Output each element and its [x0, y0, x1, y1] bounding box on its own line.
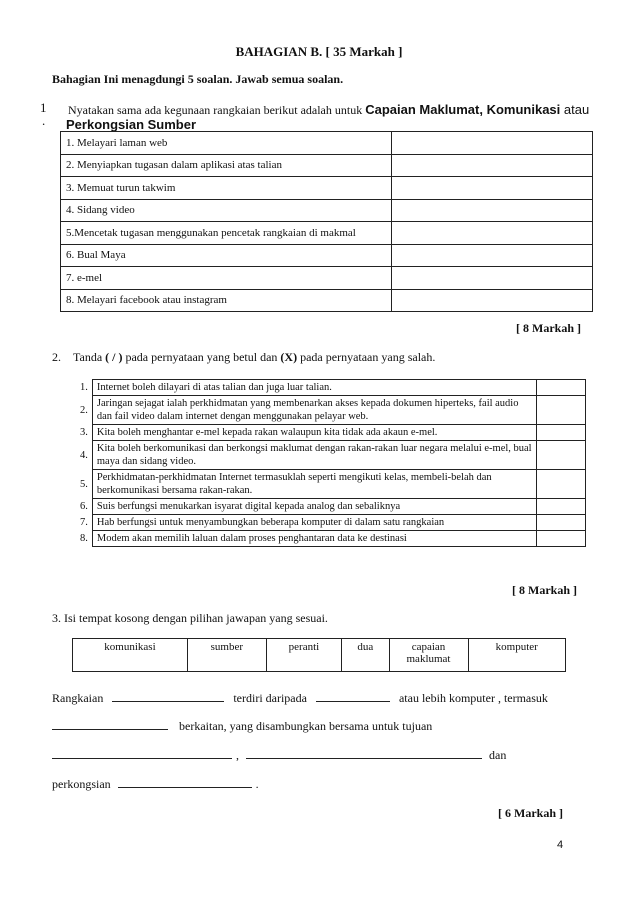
- q1-row: [61, 267, 593, 290]
- q3-comma: ,: [236, 748, 239, 762]
- q1-answer-cell[interactable]: [392, 244, 593, 267]
- q3-choices-table: [72, 638, 566, 672]
- q1-marks: [ 8 Markah ]: [516, 321, 581, 335]
- q2-answer-box[interactable]: [537, 396, 586, 425]
- q1-item: 2. Menyiapkan tugasan dalam aplikasi atas talian: [61, 154, 392, 177]
- q3-text: dan: [489, 748, 507, 762]
- page-number: 4: [557, 839, 564, 851]
- q2-table: [66, 379, 586, 547]
- q2-row: [66, 441, 586, 470]
- q2-marks: [ 8 Markah ]: [512, 583, 577, 597]
- q2-statement: Internet boleh dilayari di atas talian dan juga luar talian.: [92, 380, 537, 396]
- q3-choice: sumber: [187, 639, 266, 672]
- q1-prompt-term2: Perkongsian Sumber: [66, 117, 197, 132]
- q2-statement: Perkhidmatan-perkhidmatan Internet termasuklah seperti mengikuti kelas, membeli-belah dan berkomunikasi bersama rakan-rakan.: [92, 470, 537, 499]
- q3-sentence-line-3: [52, 747, 506, 763]
- q2-answer-box[interactable]: [537, 380, 586, 396]
- q3-sentence-line-1: [52, 690, 548, 706]
- q2-statement: Modem akan memilih laluan dalam proses penghantaran data ke destinasi: [92, 531, 537, 547]
- q1-row: [61, 222, 593, 245]
- q2-item-number: 3.: [80, 427, 88, 438]
- q1-answer-cell[interactable]: [392, 289, 593, 312]
- q3-text: berkaitan, yang disambungkan bersama untuk tujuan: [179, 719, 433, 733]
- q2-statement: Kita boleh menghantar e-mel kepada rakan walaupun kita tidak ada akaun e-mel.: [92, 425, 537, 441]
- q1-prompt: [68, 102, 589, 118]
- q2-row: [66, 531, 586, 547]
- q1-answer-cell[interactable]: [392, 267, 593, 290]
- q1-number: 1: [40, 100, 47, 115]
- q3-blank-4[interactable]: [52, 747, 232, 759]
- q1-answer-cell[interactable]: [392, 132, 593, 155]
- q2-item-number: 2.: [80, 404, 88, 416]
- q2-tick-symbol: ( / ): [105, 350, 123, 364]
- q2-statement: Suis berfungsi menukarkan isyarat digital kepada analog dan sebaliknya: [92, 499, 537, 515]
- q2-prompt-mid: pada pernyataan yang betul dan: [122, 350, 281, 364]
- q2-statement: Kita boleh berkomunikasi dan berkongsi maklumat dengan rakan-rakan luar negara melalui e-mel, bual maya dan sidang video.: [92, 441, 537, 470]
- q3-choice: komputer: [468, 639, 566, 672]
- q2-prompt-pre: Tanda: [73, 350, 106, 364]
- q2-item-number: 5.: [80, 478, 88, 490]
- q2-row: [66, 425, 586, 441]
- q1-row: [61, 244, 593, 267]
- q1-item: 5.Mencetak tugasan menggunakan pencetak rangkaian di makmal: [61, 222, 392, 245]
- q3-choice: komunikasi: [73, 639, 188, 672]
- q1-number-dot: .: [42, 113, 46, 128]
- q3-text: terdiri daripada: [233, 691, 307, 705]
- q1-row: [61, 132, 593, 155]
- q2-answer-box[interactable]: [537, 470, 586, 499]
- q2-item-number: 4.: [80, 449, 88, 461]
- q2-row: [66, 396, 586, 425]
- q3-blank-2[interactable]: [316, 690, 390, 702]
- q2-statement: Jaringan sejagat ialah perkhidmatan yang membenarkan akses kepada dokumen hiperteks, fail audio dan fail video dalam internet dengan menggunakan pelayar web.: [92, 396, 537, 425]
- q3-text: atau lebih komputer , termasuk: [398, 691, 548, 705]
- section-title: BAHAGIAN B. [ 35 Markah ]: [235, 44, 403, 59]
- q3-marks: [ 6 Markah ]: [498, 806, 563, 820]
- q3-blank-6[interactable]: [118, 776, 252, 788]
- q1-prompt-mid: atau: [560, 102, 590, 117]
- q3-choice: dua: [342, 639, 389, 672]
- q1-row: [61, 154, 593, 177]
- q2-answer-box[interactable]: [537, 441, 586, 470]
- q3-text: perkongsian: [52, 777, 111, 791]
- q1-prompt-term1: Capaian Maklumat, Komunikasi: [365, 102, 561, 117]
- q2-row: [66, 515, 586, 531]
- q3-choice: capaian maklumat: [389, 639, 468, 672]
- q3-text: Rangkaian: [52, 691, 104, 705]
- q3-blank-1[interactable]: [112, 690, 224, 702]
- q3-sentence-line-4: [52, 776, 259, 792]
- q2-answer-box[interactable]: [537, 515, 586, 531]
- q1-answer-cell[interactable]: [392, 199, 593, 222]
- q3-blank-5[interactable]: [246, 747, 482, 759]
- q3-choice: peranti: [266, 639, 341, 672]
- q2-item-number: 8.: [80, 533, 88, 544]
- q2-answer-box[interactable]: [537, 499, 586, 515]
- q2-answer-box[interactable]: [537, 425, 586, 441]
- q1-row: [61, 199, 593, 222]
- q2-item-number: 7.: [80, 517, 88, 528]
- q2-prompt-post: pada pernyataan yang salah.: [297, 350, 436, 364]
- q2-prompt: [52, 350, 435, 365]
- q1-prompt-pre: Nyatakan sama ada kegunaan rangkaian berikut adalah untuk: [68, 103, 366, 117]
- section-intro: Bahagian Ini menagdungi 5 soalan. Jawab semua soalan.: [52, 72, 344, 86]
- q1-item: 6. Bual Maya: [61, 244, 392, 267]
- q1-row: [61, 289, 593, 312]
- q2-item-number: 6.: [80, 501, 88, 512]
- q1-answer-cell[interactable]: [392, 222, 593, 245]
- q1-row: [61, 177, 593, 200]
- q1-answer-cell[interactable]: [392, 177, 593, 200]
- q1-answer-cell[interactable]: [392, 154, 593, 177]
- q2-row: [66, 380, 586, 396]
- q1-item: 7. e-mel: [61, 267, 392, 290]
- q3-period: .: [255, 777, 259, 791]
- q1-item: 3. Memuat turun takwim: [61, 177, 392, 200]
- q1-table: [60, 131, 593, 312]
- q1-item: 4. Sidang video: [61, 199, 392, 222]
- q3-sentence-line-2: [52, 718, 432, 734]
- q2-number: 2.: [52, 350, 61, 364]
- q2-statement: Hab berfungsi untuk menyambungkan beberapa komputer di dalam satu rangkaian: [92, 515, 537, 531]
- q1-item: 1. Melayari laman web: [61, 132, 392, 155]
- q2-cross-symbol: (X): [280, 350, 298, 364]
- q2-answer-box[interactable]: [537, 531, 586, 547]
- q2-item-number: 1.: [80, 382, 88, 393]
- q2-row: [66, 499, 586, 515]
- q3-blank-3[interactable]: [52, 718, 168, 730]
- q1-item: 8. Melayari facebook atau instagram: [61, 289, 392, 312]
- q2-row: [66, 470, 586, 499]
- q3-prompt: 3. Isi tempat kosong dengan pilihan jawapan yang sesuai.: [52, 611, 328, 625]
